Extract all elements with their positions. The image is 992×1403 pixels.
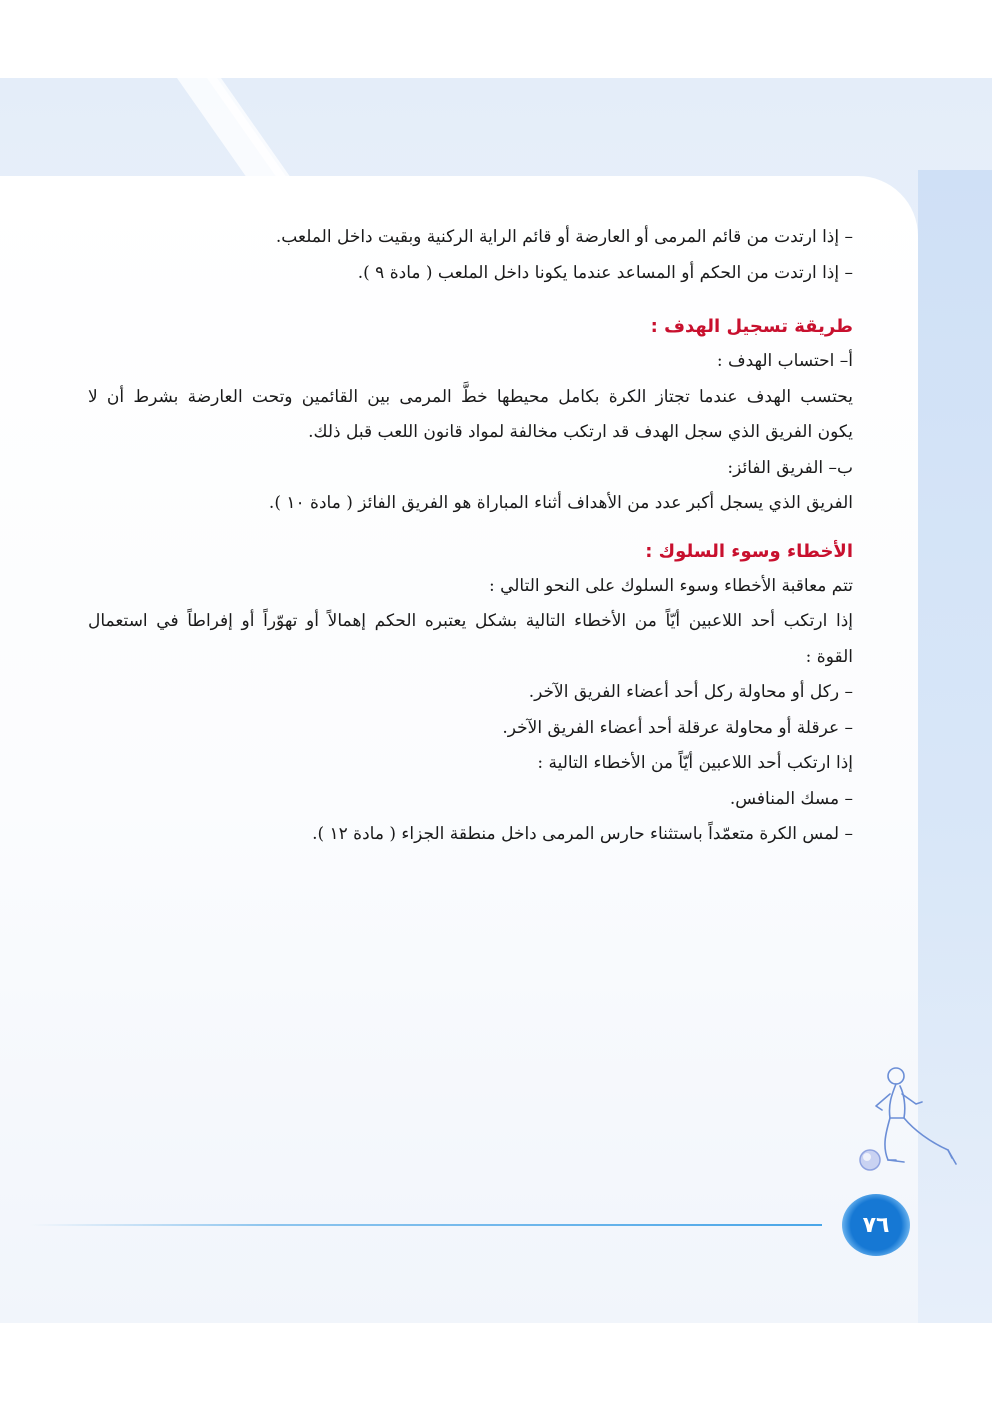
fouls-text-line-2: القوة : [805, 646, 853, 667]
footer-divider [30, 1224, 822, 1226]
winning-team-text: الفريق الذي يسجل أكبر عدد من الأهداف أثناء المباراة هو الفريق الفائز ( مادة ١٠ ). [268, 493, 853, 513]
foul-item-kicking: – ركل أو محاولة ركل أحد أعضاء الفريق الآخر. [528, 682, 853, 702]
page-content [88, 220, 853, 853]
fouls-text-line-1: إذا ارتكب أحد اللاعبين أيّاً من الأخطاء التالية بشكل يعتبره الحكم إهمالاً أو تهوّراً أو إفراطاً في استعمال [88, 611, 853, 631]
goal-counting-text-line-1: يحتسب الهدف عندما تجتاز الكرة بكامل محيطها خطَّ المرمى بين القائمين وتحت العارضة بشرط أن لا [88, 386, 853, 407]
section-heading-fouls: الأخطاء وسوء السلوك : [645, 540, 853, 562]
fouls-intro-text: تتم معاقبة الأخطاء وسوء السلوك على النحو التالي : [488, 575, 853, 596]
page-number-badge [842, 1194, 910, 1256]
subheading-winning-team: ب– الفريق الفائز: [727, 457, 853, 478]
subheading-goal-counting: أ– احتساب الهدف : [716, 351, 853, 371]
intro-line-1: – إذا ارتدت من قائم المرمى أو العارضة أو قائم الراية الركنية وبقيت داخل الملعب. [275, 227, 853, 247]
intro-line-2: – إذا ارتدت من الحكم أو المساعد عندما يكونا داخل الملعب ( مادة ٩ ). [357, 262, 853, 283]
foul-item-handball: – لمس الكرة متعمّداً باستثناء حارس المرمى داخل منطقة الجزاء ( مادة ١٢ ). [312, 824, 853, 844]
page-number: ٧٦ [862, 1212, 890, 1238]
foul-item-holding: – مسك المنافس. [729, 788, 853, 809]
section-heading-goal-scoring: طريقة تسجيل الهدف : [650, 316, 853, 337]
soccer-player-icon [852, 1062, 962, 1182]
foul-item-tripping: – عرقلة أو محاولة عرقلة أحد أعضاء الفريق الآخر. [502, 717, 853, 738]
fouls-text-second: إذا ارتكب أحد اللاعبين أيّاً من الأخطاء التالية : [537, 753, 853, 773]
goal-counting-text-line-2: يكون الفريق الذي سجل الهدف قد ارتكب مخالفة لمواد قانون اللعب قبل ذلك. [308, 422, 853, 442]
